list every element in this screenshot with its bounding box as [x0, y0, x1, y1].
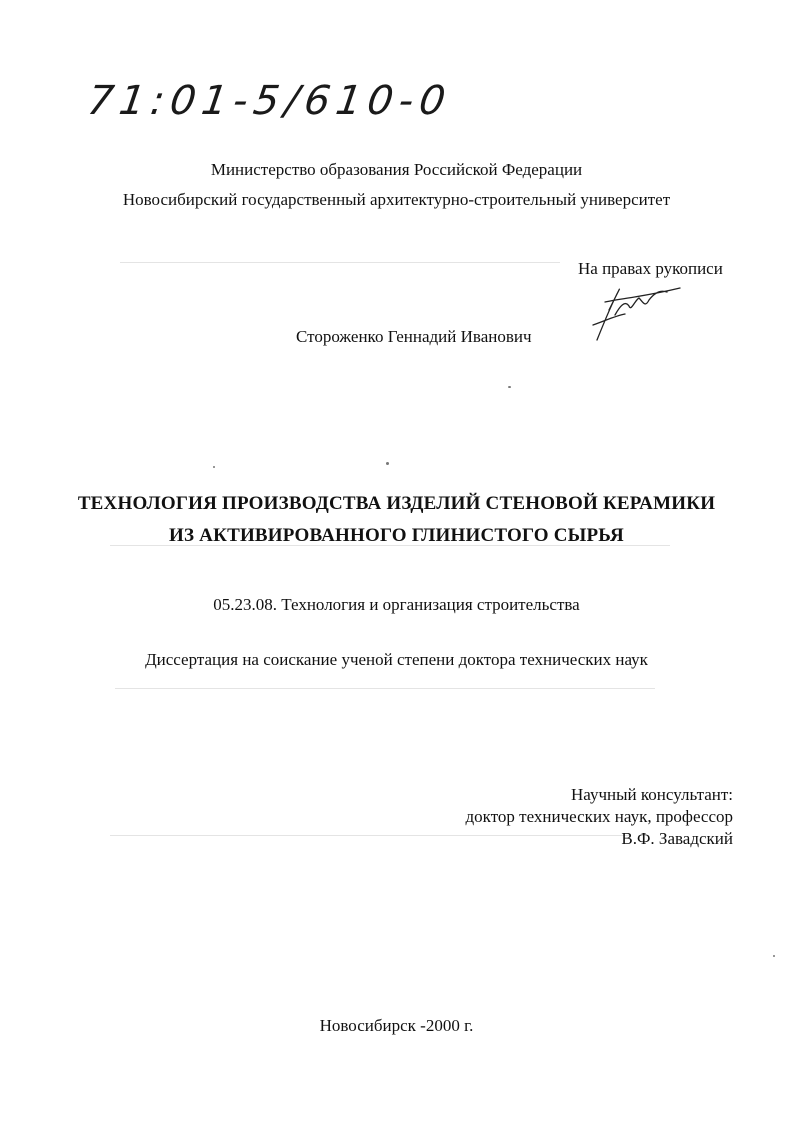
dissertation-title-line-1: ТЕХНОЛОГИЯ ПРОИЗВОДСТВА ИЗДЕЛИЙ СТЕНОВОЙ КЕРАМИКИ: [77, 493, 716, 514]
author-name: Стороженко Геннадий Иванович: [296, 327, 532, 346]
ministry-name: Министерство образования Российской Федерации: [210, 160, 583, 179]
dissertation-title-line-2: ИЗ АКТИВИРОВАННОГО ГЛИНИСТОГО СЫРЬЯ: [169, 525, 624, 546]
consultant-name: В.Ф. Завадский: [621, 829, 733, 848]
scan-speck: [773, 955, 775, 957]
specialty-code: 05.23.08. Технология и организация строительства: [213, 595, 580, 614]
manuscript-rights-label: На правах рукописи: [578, 259, 723, 278]
scan-artifact-line: [120, 262, 560, 263]
university-name: Новосибирский государственный архитектурно-строительный университет: [122, 190, 671, 209]
scan-speck: [508, 386, 511, 388]
degree-statement: Диссертация на соискание ученой степени доктора технических наук: [145, 650, 648, 669]
city-year: Новосибирск -2000 г.: [319, 1016, 474, 1035]
handwritten-registry-number: 71:01-5/610-0: [84, 78, 455, 124]
scan-speck: [213, 466, 215, 468]
author-signature: [585, 270, 695, 345]
scan-speck: [386, 462, 389, 465]
consultant-label: Научный консультант:: [571, 785, 733, 804]
consultant-block: [466, 784, 733, 850]
scan-artifact-line: [115, 688, 655, 689]
consultant-title: доктор технических наук, профессор: [465, 807, 733, 826]
